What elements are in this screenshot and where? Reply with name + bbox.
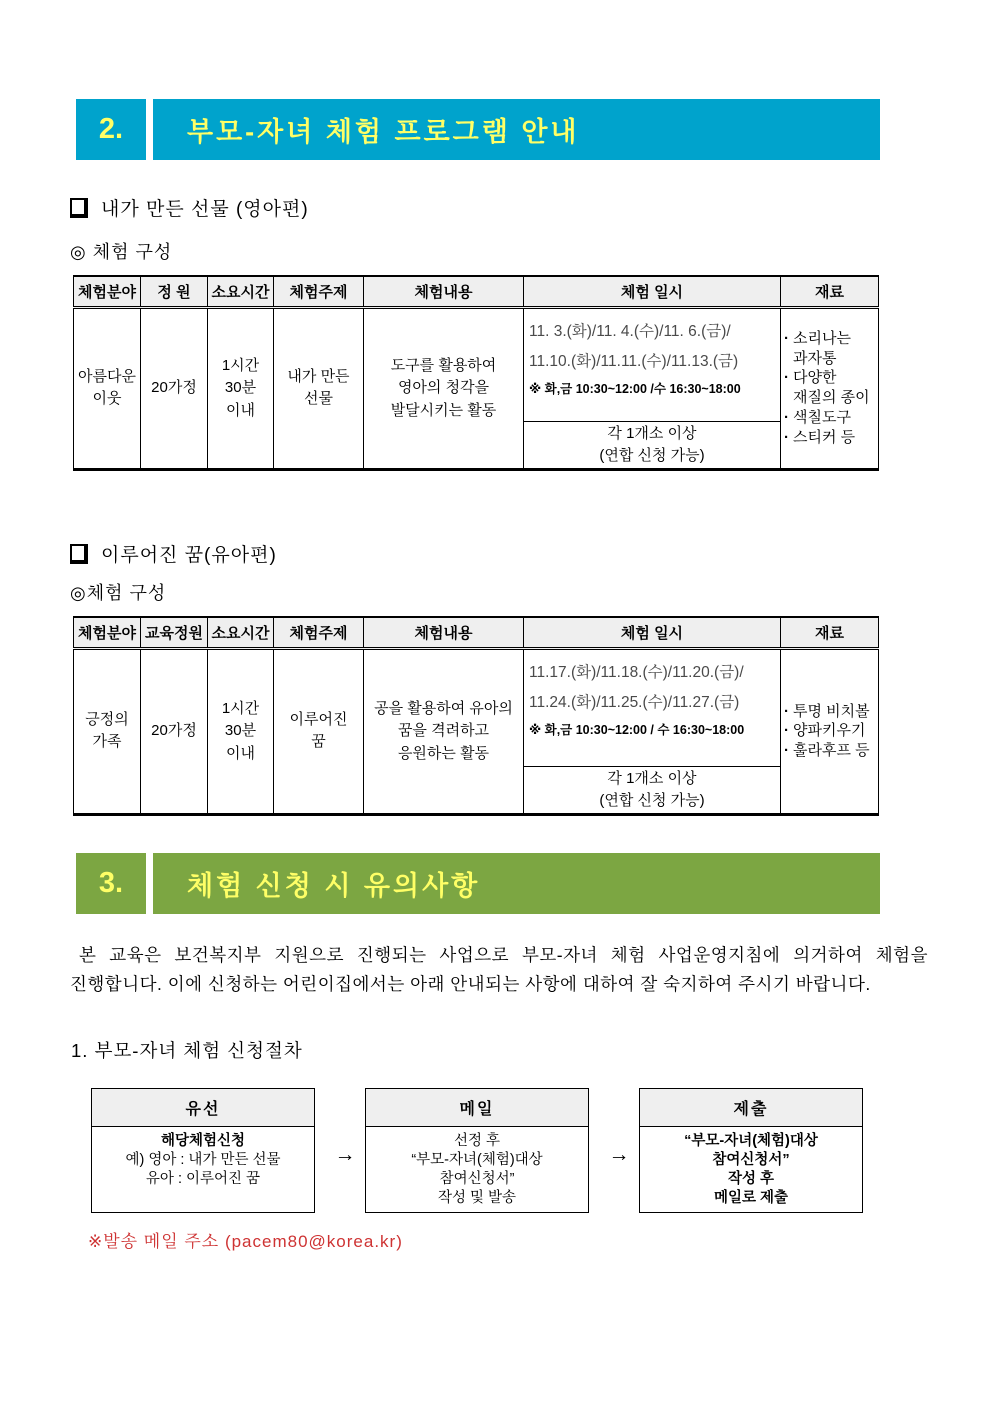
cell-theme: 이루어진 꿈: [274, 649, 364, 815]
cell-theme: 내가 만든 선물: [274, 308, 364, 470]
col-header: 체험내용: [364, 617, 524, 649]
section-2-number: 2.: [76, 99, 146, 160]
schedule-note: ※ 화,금 10:30~12:00 /수 16:30~18:00: [529, 382, 741, 397]
cell-schedule-footer: 각 1개소 이상 (연합 신청 가능): [524, 422, 781, 470]
flow-step-phone: [91, 1088, 315, 1213]
program-infant-table: [73, 275, 879, 471]
program-toddler-table: [73, 616, 879, 816]
flow-step-lines: 선정 후 “부모-자녀(체험)대상 참여신청서” 작성 및 발송: [411, 1133, 543, 1206]
mail-address-note: ※발송 메일 주소 (pacem80@korea.kr): [88, 1232, 403, 1251]
flow-step-header: 메일: [366, 1089, 588, 1127]
cell-materials: · 소리나는 과자통 · 다양한 재질의 종이 · 색칠도구 · 스티커 등: [781, 308, 879, 470]
col-header: 체험 일시: [524, 276, 781, 308]
flow-step-mail: [365, 1088, 589, 1213]
flow-step-lines: 예) 영아 : 내가 만든 선물 유아 : 이루어진 꿈: [125, 1152, 281, 1187]
col-header: 체험 일시: [524, 617, 781, 649]
col-header: 정 원: [141, 276, 208, 308]
schedule-dates: 11. 3.(화)/11. 4.(수)/11. 6.(금)/ 11.10.(화)/11.11.(수)/11.13.(금): [529, 323, 739, 371]
col-header: 소요시간: [208, 276, 274, 308]
cell-duration: 1시간 30분 이내: [208, 649, 274, 815]
table-header-row: [74, 617, 879, 649]
cell-content: 공을 활용하여 유아의 꿈을 격려하고 응원하는 활동: [364, 649, 524, 815]
col-header: 체험분야: [74, 617, 141, 649]
flow-step-title: 해당체험신청: [160, 1133, 246, 1149]
col-header: 재료: [781, 617, 879, 649]
cell-field: 아름다운 이웃: [74, 308, 141, 470]
square-bullet-icon: [70, 544, 88, 564]
col-header: 교육정원: [141, 617, 208, 649]
arrow-right-icon: →: [608, 1143, 630, 1166]
section-2-title: 부모-자녀 체험 프로그램 안내: [153, 99, 880, 160]
col-header: 소요시간: [208, 617, 274, 649]
square-bullet-icon: [70, 198, 88, 218]
schedule-note: ※ 화,금 10:30~12:00 / 수 16:30~18:00: [529, 723, 745, 738]
program-infant-heading: [70, 194, 309, 221]
table-row: [74, 308, 879, 422]
schedule-dates: 11.17.(화)/11.18.(수)/11.20.(금)/ 11.24.(화)/11.25.(수)/11.27.(금): [529, 664, 744, 712]
cell-duration: 1시간 30분 이내: [208, 308, 274, 470]
col-header: 체험내용: [364, 276, 524, 308]
notice-paragraph: 본 교육은 보건복지부 지원으로 진행되는 사업으로 부모-자녀 체험 사업운영지침에 의거하여 체험을 진행합니다. 이에 신청하는 어린이집에서는 아래 안내되는 사항에 대하여 잘 숙지하여 주시기 바랍니다.: [70, 945, 928, 994]
procedure-heading: 1. 부모-자녀 체험 신청절차: [71, 1040, 303, 1061]
program-infant-subheading: ◎ 체험 구성: [70, 242, 173, 262]
cell-schedule-footer: 각 1개소 이상 (연합 신청 가능): [524, 767, 781, 815]
flow-step-lines: “부모-자녀(체험)대상 참여신청서” 작성 후 메일로 제출: [684, 1133, 818, 1206]
program-toddler-heading: [70, 540, 277, 567]
cell-capacity: 20가정: [141, 649, 208, 815]
cell-field: 긍정의 가족: [74, 649, 141, 815]
flow-step-body: [92, 1127, 314, 1189]
flow-step-header: 유선: [92, 1089, 314, 1127]
arrow-right-icon: →: [334, 1143, 356, 1166]
cell-schedule: [524, 308, 781, 422]
col-header: 체험분야: [74, 276, 141, 308]
flow-step-submit: [639, 1088, 863, 1213]
flow-step-body: [640, 1127, 862, 1208]
col-header: 재료: [781, 276, 879, 308]
col-header: 체험주제: [274, 276, 364, 308]
program-infant-heading-label: 내가 만든 선물 (영아편): [101, 199, 309, 220]
cell-capacity: 20가정: [141, 308, 208, 470]
section-3-number: 3.: [76, 853, 146, 914]
program-toddler-subheading: ◎체험 구성: [70, 583, 167, 603]
cell-schedule: [524, 649, 781, 767]
section-3-title: 체험 신청 시 유의사항: [153, 853, 880, 914]
cell-materials: · 투명 비치볼 · 양파키우기 · 훌라후프 등: [781, 649, 879, 815]
flow-step-body: [366, 1127, 588, 1208]
table-header-row: [74, 276, 879, 308]
flow-step-header: 제출: [640, 1089, 862, 1127]
cell-content: 도구를 활용하여 영아의 청각을 발달시키는 활동: [364, 308, 524, 470]
program-toddler-heading-label: 이루어진 꿈(유아편): [101, 545, 277, 566]
table-row: [74, 649, 879, 767]
col-header: 체험주제: [274, 617, 364, 649]
